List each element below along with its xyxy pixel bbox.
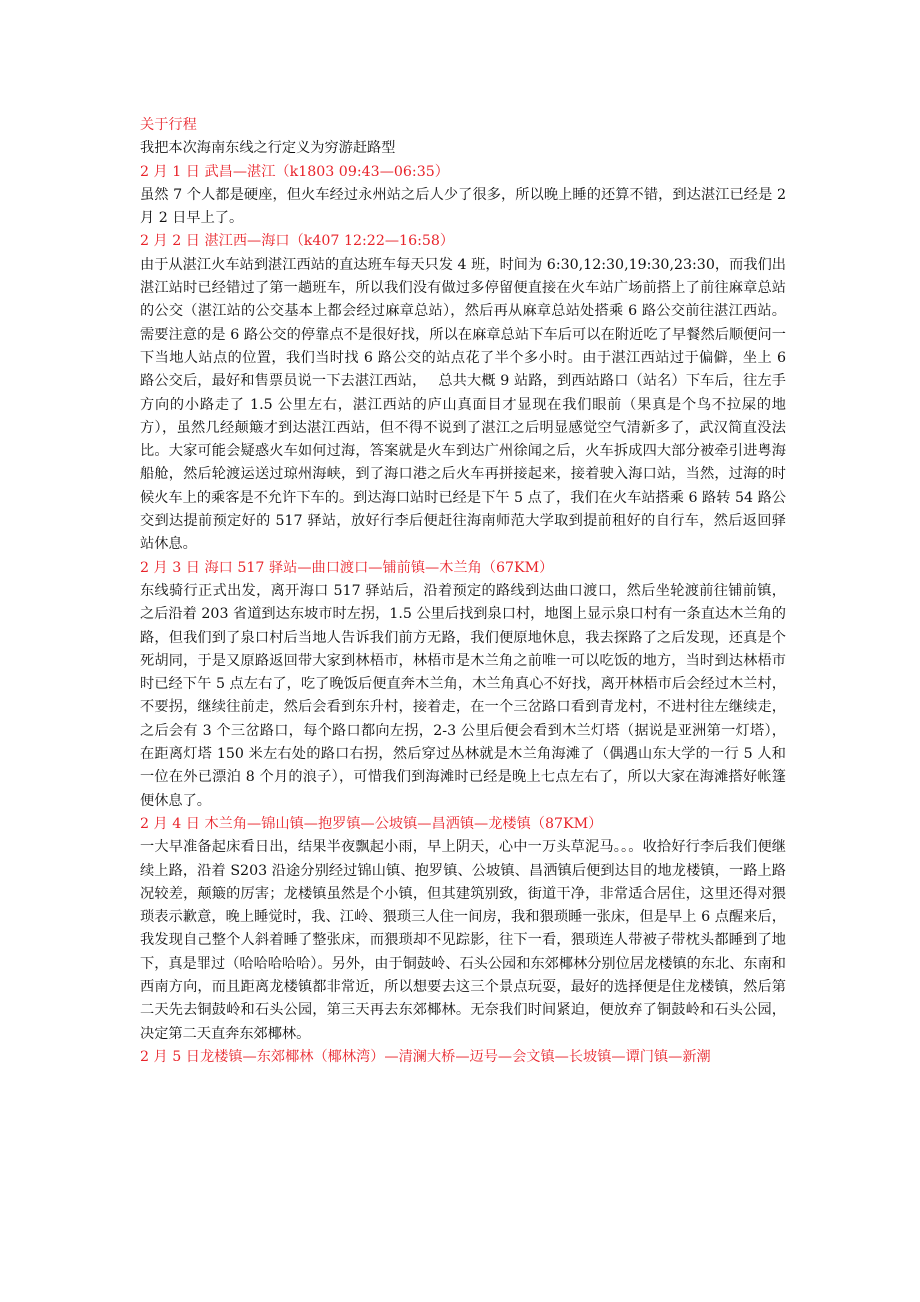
day-body-1: 虽然 7 个人都是硬座，但火车经过永州站之后人少了很多，所以晚上睡的还算不错，到达湛江已经是 2 月 2 日早上了。 [140,186,786,227]
day-title-2: 2 月 2 日 湛江西—海口（k407 12:22—16:58） [140,233,455,250]
day-title-4: 2 月 4 日 木兰角—锦山镇—抱罗镇—公坡镇—昌洒镇—龙楼镇（87KM） [140,815,603,832]
day-body-4: 一大早准备起床看日出，结果半夜飘起小雨，早上阴天，心中一万头草泥马。。。收拾好行李后我们便继续上路，沿着 S203 沿途分别经过锦山镇、抱罗镇、公坡镇、昌洒镇后便到达目的地龙楼镇，一路上路况较差，颠簸的厉害；龙楼镇虽然是个小镇，但其建筑别致，街道干净，非常适合居住，这里还得对猥琐表示歉意，晚上睡觉时，我、江岭、猥琐三人住一间房，我和猥琐睡一张床，但是早上 6 点醒来后，我发现自己整个人斜着睡了整张床，而猥琐却不见踪影，往下一看，猥琐连人带被子带枕头都睡到了地下，真是罪过（哈哈哈哈哈）。另外，由于铜鼓岭、石头公园和东郊椰林分别位居龙楼镇的东北、东南和西南方向，而且距离龙楼镇都非常近，所以想要去这三个景点玩耍，最好的选择便是住龙楼镇，然后第二天先去铜鼓岭和石头公园，第三天再去东郊椰林。无奈我们时间紧迫，便放弃了铜鼓岭和石头公园，决定第二天直奔东郊椰林。 [140,839,786,1042]
day-body-3: 东线骑行正式出发，离开海口 517 驿站后，沿着预定的路线到达曲口渡口，然后坐轮渡前往铺前镇，之后沿着 203 省道到达东坡市时左拐，1.5 公里后找到泉口村，地图上显示泉口村有一条直达木兰角的路，但我们到了泉口村后当地人告诉我们前方无路，我们便原地休息，我去探路了之后发现，还真是个死胡同，于是又原路返回带大家到林梧市，林梧市是木兰角之前唯一可以吃饭的地方，当时到达林梧市时已经下午 5 点左右了，吃了晚饭后便直奔木兰角，木兰角真心不好找，离开林梧市后会经过木兰村，不要拐，继续往前走，然后会看到东升村，接着走，在一个三岔路口看到青龙村，不进村往左继续走，之后会有 3 个三岔路口，每个路口都向左拐，2-3 公里后便会看到木兰灯塔（据说是亚洲第一灯塔），在距离灯塔 150 米左右处的路口右拐，然后穿过丛林就是木兰角海滩了（偶遇山东大学的一行 5 人和一位在外已漂泊 8 个月的浪子），可惜我们到海滩时已经是晚上七点左右了，所以大家在海滩搭好帐篷便休息了。 [140,582,786,809]
section-heading: 关于行程 [140,117,197,133]
day-title-5: 2 月 5 日龙楼镇—东郊椰林（椰林湾）—清澜大桥—迈号—会文镇—长坡镇—谭门镇—新潮 [140,1048,711,1065]
day-body-2: 由于从湛江火车站到湛江西站的直达班车每天只发 4 班，时间为 6:30,12:30,19:30,23:30，而我们出湛江站时已经错过了第一趟班车，所以我们没有做过多停留便直接在火车站广场前搭上了前往麻章总站的公交（湛江站的公交基本上都会经过麻章总站），然后再从麻章总站处搭乘 6 路公交前往湛江西站。需要注意的是 6 路公交的停靠点不是很好找，所以在麻章总站下车后可以在附近吃了早餐然后顺便问一下当地人站点的位置，我们当时找 6 路公交的站点花了半个多小时。由于湛江西站过于偏僻，坐上 6 路公交后，最好和售票员说一下去湛江西站， 总共大概 9 站路，到西站路口（站名）下车后，往左手方向的小路走了 1.5 公里左右，湛江西站的庐山真面目才显现在我们眼前（果真是个鸟不拉屎的地方），虽然几经颠簸才到达湛江西站，但不得不说到了湛江之后明显感觉空气清新多了，武汉简直没法比。大家可能会疑惑火车如何过海，答案就是火车到达广州徐闻之后，火车拆成四大部分被牵引进粤海船舱，然后轮渡运送过琼州海峡，到了海口港之后火车再拼接起来，接着驶入海口站，当然，过海的时候火车上的乘客是不允许下车的。到达海口站时已经是下午 5 点了，我们在火车站搭乘 6 路转 54 路公交到达提前预定好的 517 驿站，放好行李后便赶往海南师范大学取到提前租好的自行车，然后返回驿站休息。 [140,256,786,553]
day-title-1: 2 月 1 日 武昌—湛江（k1803 09:43—06:35） [140,163,449,180]
intro-line: 我把本次海南东线之行定义为穷游赶路型 [140,140,396,157]
document-page [140,114,786,1069]
day-title-3: 2 月 3 日 海口 517 驿站—曲口渡口—铺前镇—木兰角（67KM） [140,559,554,576]
